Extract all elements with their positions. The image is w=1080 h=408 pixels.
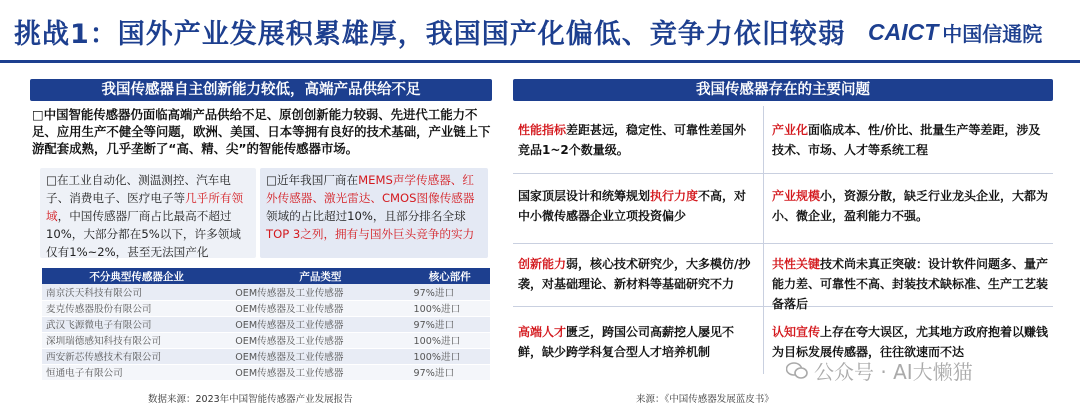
issue-text: 小，资源分散，缺乏行业龙头企业，大都为小、微企业，盈利能力不强。 [772,189,1049,223]
issue-keyword: 高端人才 [518,325,567,339]
right-source: 来源：《中国传感器发展蓝皮书》 [636,394,774,405]
col-header-core: 核心部件 [410,268,490,284]
table-cell: 恒通电子有限公司 [42,364,231,380]
table-cell: 西安新芯传感技术有限公司 [42,348,231,364]
issue-industrialization [772,120,1052,160]
issue-text: 差距甚远，稳定性、可靠性差国外竞品1~2个数量级。 [518,123,747,157]
logo-cn: 中国信通院 [942,22,1043,46]
issue-talent [518,322,754,362]
issue-keyword: 产业化 [772,123,809,137]
table-row [42,364,490,380]
table-cell: OEM传感器及工业传感器 [231,348,409,364]
logo-en: CAICT [868,19,939,45]
left-panel-header: 我国传感器自主创新能力较低，高端产品供给不足 [30,79,492,101]
col-header-product: 产品类型 [231,268,409,284]
issue-text: 弱，核心技术研究少，大多模仿/抄袭，对基础理论、新材料等基础研究不力 [518,257,751,291]
issue-performance [518,120,754,160]
table-cell: 100%进口 [410,348,490,364]
issue-text: 上存在夸大误区，尤其地方政府抱着以赚钱为目标发展传感器，往往欲速而不达 [772,325,1049,359]
table-row [42,348,490,364]
box1-highlight: 几乎所有领域 [46,191,244,223]
right-panel-header: 我国传感器存在的主要问题 [513,79,1053,101]
box1-text-a: □在工业自动化、测温测控、汽车电子、消费电子、医疗电子等 [46,173,231,205]
row-divider [513,243,1053,244]
wechat-icon [786,362,808,380]
issue-keyword: 共性关键 [772,257,821,271]
issue-prefix: 国家顶层设计和统筹规划 [518,189,651,203]
caict-logo [868,18,1042,47]
recent-progress-box [260,168,488,258]
table-row [42,316,490,332]
domestic-share-box [40,168,256,258]
table-cell: 深圳瑞德感知科技有限公司 [42,332,231,348]
box1-text-c: ，中国传感器厂商占比最高不超过10%，大部分都在5%以下，许多领域仅有1%~2%，甚至无法国产化 [46,209,241,259]
box2-text-a: □近年我国厂商在 [266,173,359,187]
page-title: 挑战1：国外产业发展积累雄厚，我国国产化偏低、竞争力依旧较弱 [14,19,846,50]
table-cell: 97%进口 [410,284,490,300]
issue-key-tech [772,254,1052,314]
box2-highlight-3: ，拥有与国外巨头竞争的实力 [323,227,475,241]
table-row [42,300,490,316]
sensor-companies-table [42,268,490,381]
table-cell: 97%进口 [410,316,490,332]
issue-keyword: 产业规模 [772,189,821,203]
table-cell: OEM传感器及工业传感器 [231,284,409,300]
row-divider [513,173,1053,174]
issue-keyword: 认知宣传 [772,325,821,339]
table-cell: OEM传感器及工业传感器 [231,332,409,348]
issue-text: 技术尚未真正突破：设计软件问题多、量产能力差、可靠性不高、封装技术缺标准、生产工艺装备落后 [772,257,1049,311]
table-cell: 100%进口 [410,300,490,316]
table-cell: 武汉飞源微电子有限公司 [42,316,231,332]
issue-scale [772,186,1052,226]
table-cell: 麦克传感器股份有限公司 [42,300,231,316]
table-cell: OEM传感器及工业传感器 [231,316,409,332]
box2-text-c: 领域的占比超过10%，且部分排名全球 [266,209,466,223]
watermark [786,356,973,385]
issue-text: 匮乏，跨国公司高薪挖人屡见不鲜，缺少跨学科复合型人才培养机制 [518,325,735,359]
box2-highlight-2: TOP 3之列 [266,227,324,241]
watermark-text: 公众号 · AI大懒猫 [814,360,973,384]
issue-innovation [518,254,754,294]
left-source: 数据来源：2023年中国智能传感器产业发展报告 [148,394,353,405]
table-cell: OEM传感器及工业传感器 [231,364,409,380]
table-row [42,332,490,348]
table-cell: 南京沃天科技有限公司 [42,284,231,300]
issue-execution [518,186,754,226]
title-rule [0,60,1080,63]
table-row [42,284,490,300]
issue-keyword: 创新能力 [518,257,567,271]
table-cell: 97%进口 [410,364,490,380]
box2-highlight-1: MEMS声学传感器、红外传感器、激光雷达、CMOS图像传感器 [266,173,475,205]
issue-text: 面临成本、性/价比、批量生产等差距，涉及技术、市场、人才等系统工程 [772,123,1041,157]
col-header-company: 不分典型传感器企业 [42,268,231,284]
table-cell: OEM传感器及工业传感器 [231,300,409,316]
table-cell: 100%进口 [410,332,490,348]
issue-keyword: 执行力度 [650,189,699,203]
issue-text: 不高，对中小微传感器企业立项投资偏少 [518,189,747,223]
column-divider [763,106,764,374]
left-intro: □中国智能传感器仍面临高端产品供给不足、原创创新能力较弱、先进代工能力不足、应用生产不健全等问题，欧洲、美国、日本等拥有良好的技术基础，产业链上下游配套成熟，几乎垄断了“高、精、尖”的智能传感器市场。 [32,107,491,156]
issue-keyword: 性能指标 [518,123,567,137]
